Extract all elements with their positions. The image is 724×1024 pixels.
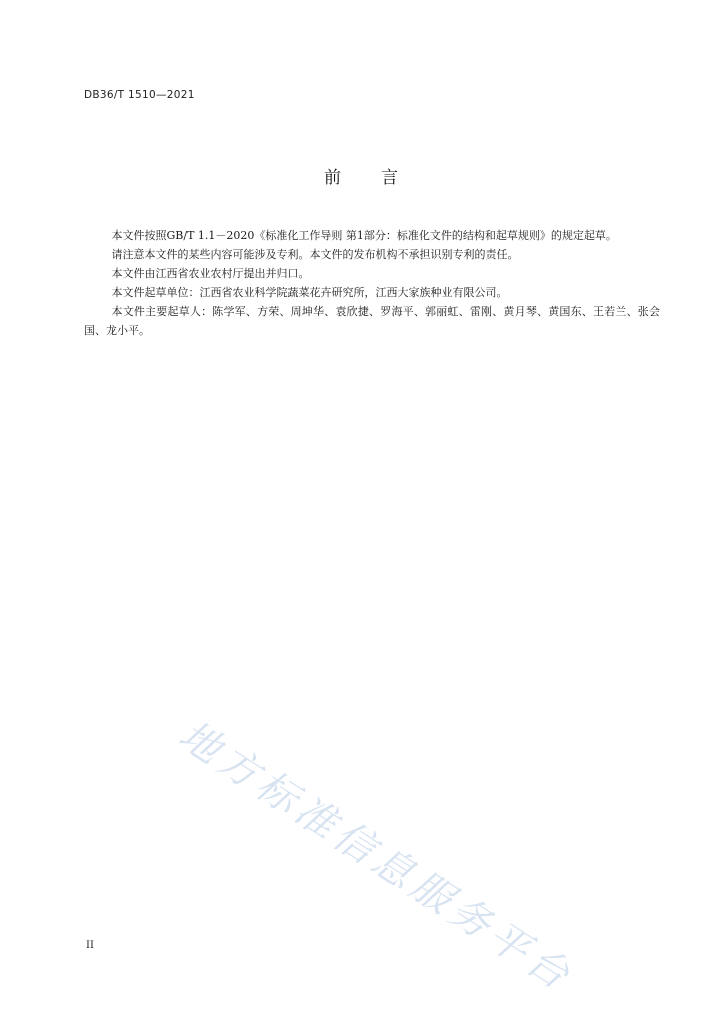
page-title (0, 163, 724, 188)
paragraph-drafting-units: 本文件起草单位：江西省农业科学院蔬菜花卉研究所，江西大家族种业有限公司。 (111, 286, 508, 299)
paragraph-drafters: 本文件主要起草人：陈学军、方荣、周坤华、袁欣捷、罗海平、郭丽虹、雷刚、黄月琴、黄国东、王若兰、张会国、龙小平。 (84, 305, 660, 337)
document-code: DB36/T 1510—2021 (84, 89, 195, 101)
title-char-1: 前 (324, 168, 343, 188)
page-number: II (86, 940, 94, 951)
title-char-2: 言 (381, 168, 400, 188)
paragraph-standard-basis: 本文件按照GB/T 1.1－2020《标准化工作导则 第1部分：标准化文件的结构和起草规则》的规定起草。 (111, 229, 617, 242)
foreword-body (84, 226, 660, 340)
paragraph-patent-notice: 请注意本文件的某些内容可能涉及专利。本文件的发布机构不承担识别专利的责任。 (111, 248, 519, 261)
watermark: 地方标准信息服务平台 (170, 712, 582, 1002)
paragraph-proposer: 本文件由江西省农业农村厅提出并归口。 (111, 267, 310, 280)
